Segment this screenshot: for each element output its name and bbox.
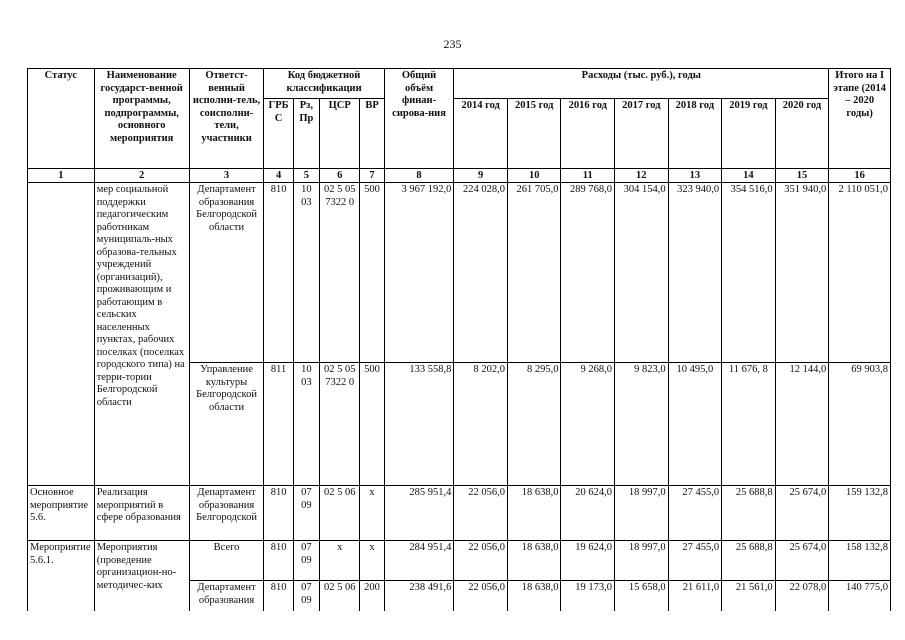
column-number: 4	[264, 169, 293, 183]
row-year-value: 25 688,8	[722, 486, 776, 541]
row-year-value: 8 295,0	[507, 363, 561, 486]
row-rz-pr: 07 09	[293, 541, 319, 581]
row-year-value: 354 516,0	[722, 183, 776, 363]
row-year-value: 21 561,0	[722, 581, 776, 611]
column-number: 7	[360, 169, 384, 183]
row-rz-pr: 07 09	[293, 486, 319, 541]
row-year-value: 27 455,0	[668, 541, 722, 581]
table-row	[28, 183, 891, 363]
header-csr: ЦСР	[319, 99, 359, 169]
row-vr: 500	[360, 363, 384, 486]
header-vr: ВР	[360, 99, 384, 169]
row-year-value: 18 638,0	[507, 486, 561, 541]
column-number: 1	[28, 169, 95, 183]
row-rz-pr: 10 03	[293, 363, 319, 486]
page-number: 235	[443, 37, 462, 51]
row-year-value: 224 028,0	[454, 183, 508, 363]
row-vr: х	[360, 486, 384, 541]
row-responsible: Департамент образования	[189, 581, 264, 611]
header-responsible: Ответст-венный исполни-тель, соисполни-тели, участники	[189, 69, 264, 169]
column-number: 9	[454, 169, 508, 183]
column-number: 11	[561, 169, 615, 183]
column-number: 3	[189, 169, 264, 183]
row-name: Мероприятия (проведение организацион-но-методичес-ких	[94, 541, 189, 611]
header-status: Статус	[28, 69, 95, 169]
row-rz-pr: 07 09	[293, 581, 319, 611]
row-grbs: 810	[264, 541, 293, 581]
row-csr: 02 5 06	[319, 486, 359, 541]
row-name: Реализация мероприятий в сфере образования	[94, 486, 189, 541]
row-vr: х	[360, 541, 384, 581]
row-year-value: 21 611,0	[668, 581, 722, 611]
row-year-value: 25 674,0	[775, 541, 829, 581]
header-rz-pr: Рз, Пр	[293, 99, 319, 169]
row-vr: 500	[360, 183, 384, 363]
row-year-value: 18 997,0	[615, 486, 669, 541]
header-year: 2016 год	[561, 99, 615, 169]
row-year-value: 261 705,0	[507, 183, 561, 363]
column-number: 6	[319, 169, 359, 183]
row-stage-total: 140 775,0	[829, 581, 891, 611]
status-cell-empty	[28, 183, 95, 486]
row-grbs: 811	[264, 363, 293, 486]
column-number: 8	[384, 169, 454, 183]
row-total: 285 951,4	[384, 486, 454, 541]
row-total: 133 558,8	[384, 363, 454, 486]
row-year-value: 19 624,0	[561, 541, 615, 581]
row-responsible: Департамент образования Белгородской	[189, 486, 264, 541]
row-total: 238 491,6	[384, 581, 454, 611]
table-row	[28, 541, 891, 581]
row-year-value: 18 638,0	[507, 581, 561, 611]
row-stage-total: 2 110 051,0	[829, 183, 891, 363]
row-year-value: 289 768,0	[561, 183, 615, 363]
column-number: 15	[775, 169, 829, 183]
row-year-value: 304 154,0	[615, 183, 669, 363]
row-year-value: 25 688,8	[722, 541, 776, 581]
header-year: 2015 год	[507, 99, 561, 169]
row-responsible: Всего	[189, 541, 264, 581]
row-year-value: 10 495,0	[668, 363, 722, 486]
row-year-value: 22 078,0	[775, 581, 829, 611]
row-stage-total: 159 132,8	[829, 486, 891, 541]
column-number: 5	[293, 169, 319, 183]
header-grbs: ГРБ С	[264, 99, 293, 169]
row-stage-total: 158 132,8	[829, 541, 891, 581]
header-year: 2017 год	[615, 99, 669, 169]
row-year-value: 12 144,0	[775, 363, 829, 486]
header-name: Наименование государст-венной программы, подпрограммы, основного мероприятия	[94, 69, 189, 169]
row-responsible: Управление культуры Белгородской области	[189, 363, 264, 486]
row-year-value: 19 173,0	[561, 581, 615, 611]
row-year-value: 323 940,0	[668, 183, 722, 363]
row-year-value: 9 823,0	[615, 363, 669, 486]
header-year: 2019 год	[722, 99, 776, 169]
column-number: 16	[829, 169, 891, 183]
row-year-value: 22 056,0	[454, 581, 508, 611]
row-stage-total: 69 903,8	[829, 363, 891, 486]
row-status: Основное мероприятие 5.6.	[28, 486, 95, 541]
row-year-value: 15 658,0	[615, 581, 669, 611]
row-name: мер социальной поддержки педагогическим работникам муниципаль-ных образова-тельных учреждений (организаций), проживающим и работающим в сельских населенных пунктах, рабочих поселках (поселках городского типа) на терри-тории Белгородской области	[94, 183, 189, 486]
row-grbs: 810	[264, 486, 293, 541]
header-year: 2014 год	[454, 99, 508, 169]
row-year-value: 27 455,0	[668, 486, 722, 541]
row-total: 3 967 192,0	[384, 183, 454, 363]
row-csr: 02 5 05 7322 0	[319, 363, 359, 486]
row-grbs: 810	[264, 183, 293, 363]
row-year-value: 20 624,0	[561, 486, 615, 541]
row-year-value: 351 940,0	[775, 183, 829, 363]
column-number: 10	[507, 169, 561, 183]
column-number: 14	[722, 169, 776, 183]
column-number: 2	[94, 169, 189, 183]
header-year: 2018 год	[668, 99, 722, 169]
header-total: Общий объём финан-сирова-ния	[384, 69, 454, 169]
column-number: 13	[668, 169, 722, 183]
row-year-value: 25 674,0	[775, 486, 829, 541]
row-total: 284 951,4	[384, 541, 454, 581]
row-rz-pr: 10 03	[293, 183, 319, 363]
row-year-value: 18 997,0	[615, 541, 669, 581]
row-csr: х	[319, 541, 359, 581]
budget-table	[27, 68, 891, 611]
row-year-value: 8 202,0	[454, 363, 508, 486]
row-year-value: 22 056,0	[454, 486, 508, 541]
row-year-value: 18 638,0	[507, 541, 561, 581]
header-stage-total: Итого на I этапе (2014 – 2020 годы)	[829, 69, 891, 169]
row-year-value: 9 268,0	[561, 363, 615, 486]
row-status: Мероприятие 5.6.1.	[28, 541, 95, 611]
row-vr: 200	[360, 581, 384, 611]
header-expenses: Расходы (тыс. руб.), годы	[454, 69, 829, 99]
header-year: 2020 год	[775, 99, 829, 169]
row-year-value: 22 056,0	[454, 541, 508, 581]
row-csr: 02 5 06	[319, 581, 359, 611]
header-budget-code: Код бюджетной классификации	[264, 69, 384, 99]
column-number: 12	[615, 169, 669, 183]
row-csr: 02 5 05 7322 0	[319, 183, 359, 363]
row-responsible: Департамент образования Белгородской области	[189, 183, 264, 363]
table-row	[28, 486, 891, 541]
row-year-value: 11 676, 8	[722, 363, 776, 486]
row-grbs: 810	[264, 581, 293, 611]
